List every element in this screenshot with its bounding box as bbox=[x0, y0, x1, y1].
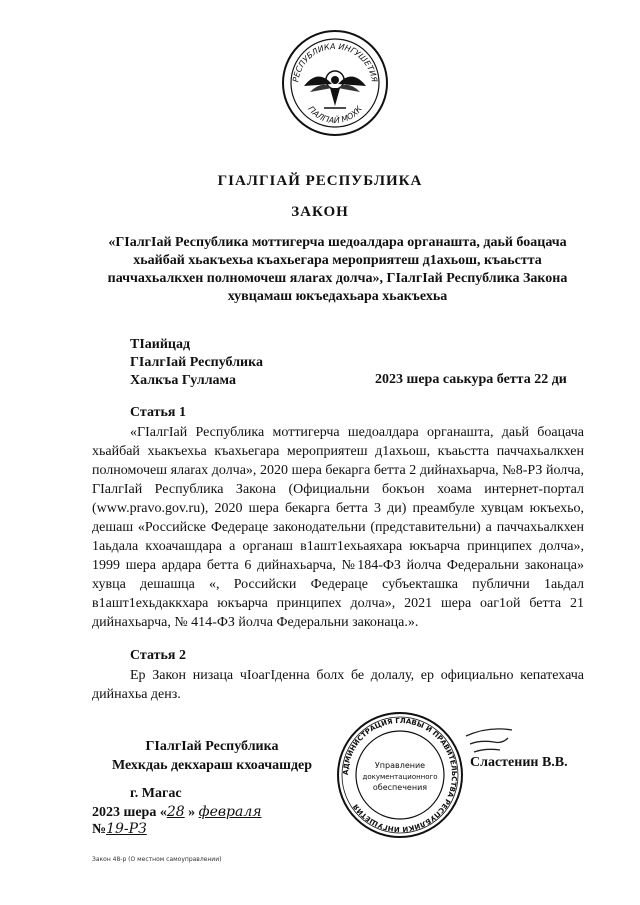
official-seal bbox=[335, 710, 465, 840]
republic-heading: ГIАЛГIАЙ РЕСПУБЛИКА bbox=[217, 173, 423, 189]
date-day: 28 bbox=[166, 804, 185, 820]
file-footer: Закон 48-р (О местном самоуправлении) bbox=[92, 856, 222, 863]
seal-ring-text: АДМИНИСТРАЦИЯ ГЛАВЫ И ПРАВИТЕЛЬСТВА РЕСПУБЛИКИ ИНГУШЕТИЯ bbox=[341, 716, 459, 834]
date-month: февраля bbox=[198, 804, 262, 820]
place-label: г. Магас bbox=[130, 786, 182, 801]
date-quote: » bbox=[188, 805, 196, 820]
signatory-line-2: Мехкдаь декхараш кхоачашдер bbox=[111, 758, 313, 773]
law-heading: ЗАКОН bbox=[291, 204, 349, 220]
republic-emblem bbox=[280, 28, 390, 138]
article-1-heading: Статья 1 bbox=[130, 405, 186, 420]
signing-date bbox=[92, 804, 262, 821]
signatory-title bbox=[92, 737, 332, 775]
adoption-block bbox=[130, 336, 263, 390]
signatory-line-1: ГIалгIай Республика bbox=[145, 739, 279, 754]
number-value: 19-РЗ bbox=[106, 821, 147, 837]
article-1-text: «ГIалгIай Республика моттигерча шедоалдара органашта, даьй боацача хьайбай хьакъехьа къахьегара мероприятеш д1ахьош, къаьстта паччахьалкхен полномочеш ялarах долча», 2020 шера бекарга бетта 2 дийнахьарча, №8-РЗ йолча, ГIалгIай Республика Закона (Официальни бокъон хоама интернет-портал (www.pravo.gov.ru), 2020 шера бекарга бетта 3 ди) преамбуле хувцам юкъехьо, дешаш «Российске Федераце законодательни (представительни) а паччахьалкхен 1аьдала кхоачашдара а органаш в1ашт1ехьаяхара юкъарча принципех долча», 1999 шера ардара бетта 6 дийнахьарча, №184-ФЗ йолча Федеральни законаца» хувца дешашца «, Российски Федераце субъекташка публични 1аьдал в1ашт1ехьдаккхара юкъарча принципех долча», 2021 шера оаг1ой бетта 21 дийнахьарча, № 414-ФЗ йолча Федеральни законаца.». bbox=[92, 425, 584, 630]
emblem-bottom-text: ГIАЛГIАЙ МОХК bbox=[306, 104, 364, 126]
number-prefix: № bbox=[92, 822, 107, 837]
article-2-heading: Статья 2 bbox=[130, 648, 186, 663]
seal-line-3: обеспечения bbox=[372, 783, 428, 792]
date-prefix: 2023 шера « bbox=[92, 805, 167, 820]
adoption-date: 2023 шера саькура бетта 22 ди bbox=[375, 372, 567, 387]
adoption-line-3: Халкъа Гуллама bbox=[130, 373, 236, 388]
emblem-top-text: РЕСПУБЛИКА ИНГУШЕТИЯ bbox=[291, 41, 379, 83]
adoption-line-1: ТIаийцад bbox=[130, 337, 191, 352]
law-number bbox=[92, 821, 147, 838]
law-title: «ГIалгIай Республика моттигерча шедоалдара органашта, даьй боацача хьайбай хьакъехьа къахьегара мероприятеш д1ахьош, къаьстта паччахьалкхен полномочеш ялarах долча», ГIалгIай Республика Закона хувцамаш юкъедахьара хьакъехьа bbox=[107, 235, 568, 304]
adoption-line-2: ГIалгIай Республика bbox=[130, 355, 263, 370]
seal-line-2: документационного bbox=[362, 773, 438, 781]
seal-line-1: Управление bbox=[374, 761, 426, 770]
signatory-name: Сластенин В.В. bbox=[470, 755, 568, 770]
article-2-text: Ер Закон низаца чIоагIденна болх бе долалу, ер официально кепатехача дийнахьа денз. bbox=[92, 668, 584, 702]
